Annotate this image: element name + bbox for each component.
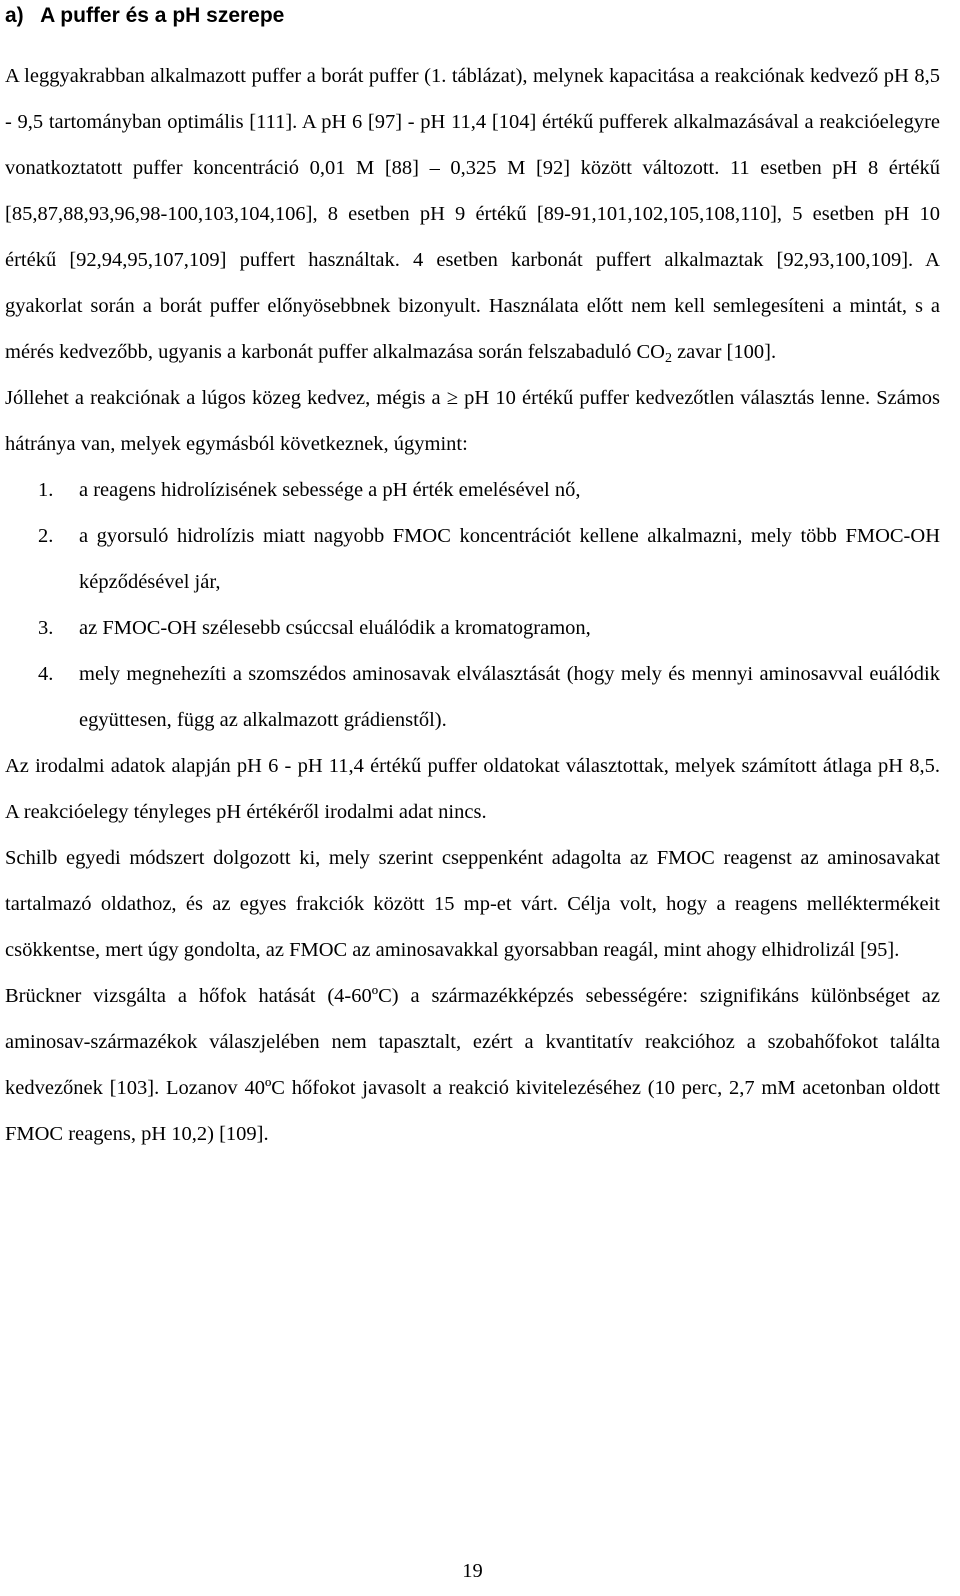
- section-heading: [5, 0, 940, 53]
- list-item: [5, 513, 940, 605]
- list-marker: 1.: [38, 479, 54, 501]
- list-item-text: a reagens hidrolízisének sebessége a pH érték emelésével nő,: [79, 479, 581, 501]
- list-marker: 2.: [38, 525, 54, 547]
- section-title: A puffer és a pH szerepe: [40, 4, 285, 27]
- paragraph-schilb-method: Schilb egyedi módszert dolgozott ki, mely szerint cseppenként adagolta az FMOC reagenst az aminosavakat tartalmazó oldathoz, és az egyes frakciók között 15 mp-et várt. Célja volt, hogy a reagens melléktermékeit csökkentse, mert úgy gondolta, az FMOC az aminosavakkal gyorsabban reagál, mint ahogy elhidrolizál [95].: [5, 847, 940, 961]
- list-item: [5, 605, 940, 651]
- paragraph-text: A leggyakrabban alkalmazott puffer a borát puffer (1. táblázat), melynek kapacitása a reakciónak kedvező pH 8,5 - 9,5 tartományban optimális [111]. A pH 6 [97] - pH 11,4 [104] értékű pufferek alkalmazásával a reakcióelegyre vonatkoztatott puffer koncentráció 0,01 M [88] – 0,325 M [92] között változott. 11 esetben pH 8 értékű [85,87,88,93,96,98-100,103,104,106], 8 esetben pH 9 értékű [89-91,101,102,105,108,110], 5 esetben pH 10 értékű [92,94,95,107,109] puffert használtak. 4 esetben karbonát puffert alkalmaztak [92,93,100,109]. A gyakorlat során a borát puffer előnyösebbnek bizonyult. Használata előtt nem kell semlegesíteni a mintát, s a mérés kedvezőbb, ugyanis a karbonát puffer alkalmazása során felszabaduló CO: [5, 65, 940, 363]
- list-item-text: az FMOC-OH szélesebb csúccsal eluálódik a kromatogramon,: [79, 617, 591, 639]
- list-item: [5, 467, 940, 513]
- subscript: 2: [664, 351, 672, 366]
- page-number: 19: [462, 1560, 483, 1582]
- paragraph-literature-ph: Az irodalmi adatok alapján pH 6 - pH 11,4 értékű puffer oldatokat választottak, melyek számított átlaga pH 8,5. A reakcióelegy tényleges pH értékéről irodalmi adat nincs.: [5, 755, 940, 823]
- list-item-text: mely megnehezíti a szomszédos aminosavak elválasztását (hogy mely és mennyi aminosavval euálódik együttesen, függ az alkalmazott grádienstől).: [79, 663, 940, 731]
- paragraph-alkaline-disadvantages: Jóllehet a reakciónak a lúgos közeg kedvez, mégis a ≥ pH 10 értékű puffer kedvezőtlen választás lenne. Számos hátránya van, melyek egymásból következnek, úgymint:: [5, 387, 940, 455]
- paragraph-temperature-effect: Brückner vizsgálta a hőfok hatását (4-60ºC) a származékképzés sebességére: szignifikáns különbséget az aminosav-származékok válaszjelében nem tapasztalt, ezért a kvantitatív reakcióhoz a szobahőfokot találta kedvezőnek [103]. Lozanov 40ºC hőfokot javasolt a reakció kivitelezéséhez (10 perc, 2,7 mM acetonban oldott FMOC reagens, pH 10,2) [109].: [5, 985, 940, 1145]
- list-item-text: a gyorsuló hidrolízis miatt nagyobb FMOC koncentrációt kellene alkalmazni, mely több FMOC-OH képződésével jár,: [79, 525, 940, 593]
- list-marker: 4.: [38, 663, 54, 685]
- disadvantages-list: [5, 467, 940, 743]
- paragraph-text-tail: zavar [100].: [671, 341, 777, 363]
- document-page: [5, 0, 940, 1157]
- list-marker: 3.: [38, 617, 54, 639]
- list-item: [5, 651, 940, 743]
- paragraph-buffer-usage: [5, 53, 940, 375]
- section-number: a): [5, 4, 24, 27]
